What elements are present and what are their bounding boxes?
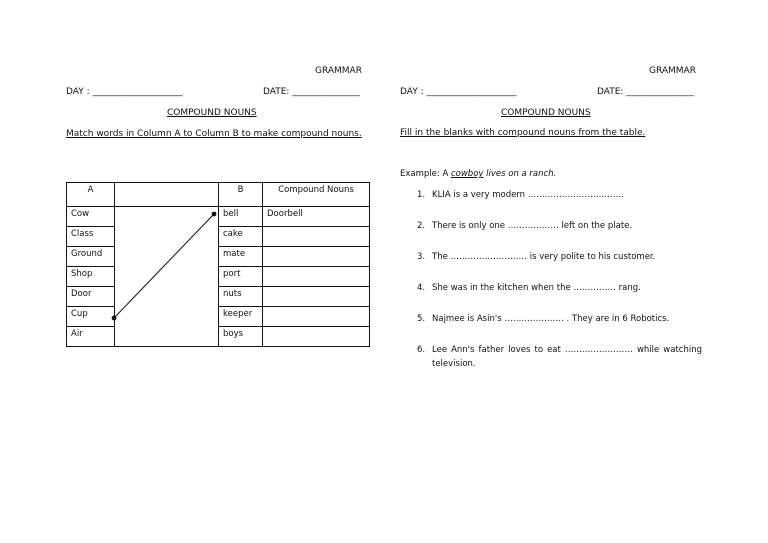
table-row: [67, 207, 370, 227]
table-row: [67, 327, 370, 347]
question-list: [400, 188, 702, 371]
table-row: [67, 247, 370, 267]
compound-answer-cell[interactable]: [263, 227, 370, 247]
compound-answer-cell[interactable]: Doorbell: [263, 207, 370, 227]
example-sentence: [400, 169, 556, 179]
table-row: [67, 267, 370, 287]
column-a-word: Shop: [67, 267, 115, 287]
left-day-field[interactable]: DAY : ____________________: [66, 87, 183, 97]
column-b-word: port: [219, 267, 263, 287]
question-text[interactable]: KLIA is a very modern …………………………….: [432, 190, 624, 200]
question-text[interactable]: Najmee is Asin's ………………… . They are in 6 Robotics.: [432, 314, 670, 324]
connector-area[interactable]: [115, 207, 219, 347]
column-b-word: mate: [219, 247, 263, 267]
compound-answer-cell[interactable]: [263, 307, 370, 327]
header-column-b: B: [219, 183, 263, 207]
list-item: [400, 343, 702, 371]
right-header: GRAMMAR: [649, 66, 696, 76]
header-column-a: A: [67, 183, 115, 207]
list-item: [400, 219, 702, 233]
right-instruction: Fill in the blanks with compound nouns from the table.: [400, 128, 646, 138]
question-text[interactable]: The ……………………… is very polite to his customer.: [432, 252, 656, 262]
header-compound-nouns: Compound Nouns: [263, 183, 370, 207]
compound-answer-cell[interactable]: [263, 327, 370, 347]
example-word: cowboy: [450, 169, 484, 179]
question-text[interactable]: Lee Ann's father loves to eat …………………… while watching television.: [432, 345, 702, 369]
column-b-word: bell: [219, 207, 263, 227]
column-b-word: cake: [219, 227, 263, 247]
list-item: [400, 188, 702, 202]
table-row: [67, 287, 370, 307]
column-a-word: Cow: [67, 207, 115, 227]
header-blank: [115, 183, 219, 207]
matching-table: [66, 182, 370, 347]
question-text[interactable]: She was in the kitchen when the …………… rang.: [432, 283, 641, 293]
table-header-row: [67, 183, 370, 207]
question-number: 4.: [417, 283, 426, 293]
list-item: [400, 312, 702, 326]
right-day-field[interactable]: DAY : ____________________: [400, 87, 517, 97]
column-a-word: Cup: [67, 307, 115, 327]
example-suffix: lives on a ranch.: [483, 169, 557, 179]
column-b-word: keeper: [219, 307, 263, 327]
question-number: 2.: [417, 221, 426, 231]
compound-answer-cell[interactable]: [263, 247, 370, 267]
column-a-word: Door: [67, 287, 115, 307]
right-title: COMPOUND NOUNS: [501, 108, 591, 118]
column-a-word: Air: [67, 327, 115, 347]
column-b-word: boys: [219, 327, 263, 347]
question-number: 1.: [417, 190, 426, 200]
left-title: COMPOUND NOUNS: [167, 108, 257, 118]
column-b-word: nuts: [219, 287, 263, 307]
list-item: [400, 281, 702, 295]
left-header: GRAMMAR: [315, 66, 362, 76]
question-text[interactable]: There is only one ……………… left on the plate.: [432, 221, 633, 231]
compound-answer-cell[interactable]: [263, 287, 370, 307]
left-date-field[interactable]: DATE: _______________: [263, 87, 360, 97]
left-instruction: Match words in Column A to Column B to make compound nouns.: [66, 129, 362, 139]
table-row: [67, 307, 370, 327]
compound-answer-cell[interactable]: [263, 267, 370, 287]
right-date-field[interactable]: DATE: _______________: [597, 87, 694, 97]
column-a-word: Ground: [67, 247, 115, 267]
table-row: [67, 227, 370, 247]
question-number: 3.: [417, 252, 426, 262]
question-number: 5.: [417, 314, 426, 324]
list-item: [400, 250, 702, 264]
example-prefix: Example: A: [400, 169, 451, 179]
column-a-word: Class: [67, 227, 115, 247]
question-number: 6.: [417, 345, 426, 355]
